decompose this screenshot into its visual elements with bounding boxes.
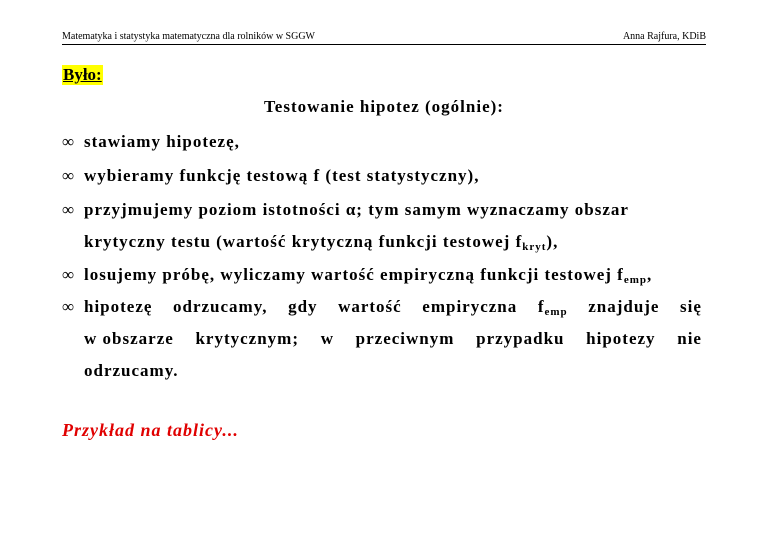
- page-header: [62, 31, 706, 45]
- list-item-continuation: odrzucamy.: [84, 361, 179, 380]
- header-author: Anna Rajfura, KDiB: [622, 31, 706, 42]
- bullet-infinity-icon: ∞: [62, 297, 76, 316]
- previous-label: Było:: [63, 65, 102, 84]
- item-text: stawiamy hipotezę,: [84, 132, 240, 151]
- list-item: [62, 200, 702, 220]
- slide-title: Testowanie hipotez (ogólnie):: [264, 97, 504, 116]
- bullet-infinity-icon: ∞: [62, 166, 76, 185]
- list-item: [62, 166, 702, 186]
- list-item: ∞ losujemy próbę, wyliczamy wartość empiryczną funkcji testowej $f_{emp}$,: [62, 265, 653, 286]
- item-text: przyjmujemy poziom istotności α; tym samym wyznaczamy obszar: [84, 200, 629, 219]
- bullet-infinity-icon: ∞: [62, 132, 76, 151]
- bullet-infinity-icon: ∞: [62, 200, 76, 219]
- list-item: [62, 132, 702, 152]
- list-item: ∞ hipotezę odrzucamy, gdy wartość empiryczna $f_{emp}$ znajduje się: [62, 297, 702, 318]
- list-item-continuation: w obszarze krytycznym; w przeciwnym przypadku hipotezy nie: [84, 329, 702, 348]
- item-text: wybieramy funkcję testową f (test statystyczny),: [84, 166, 480, 185]
- header-course-title: Matematyka i statystyka matematyczna dla rolników w SGGW: [62, 31, 315, 42]
- list-item-continuation: krytyczny testu (wartość krytyczną funkcji testowej $f_{kryt}$),: [84, 232, 559, 253]
- example-note: Przykład na tablicy...: [62, 420, 239, 440]
- bullet-infinity-icon: ∞: [62, 265, 76, 284]
